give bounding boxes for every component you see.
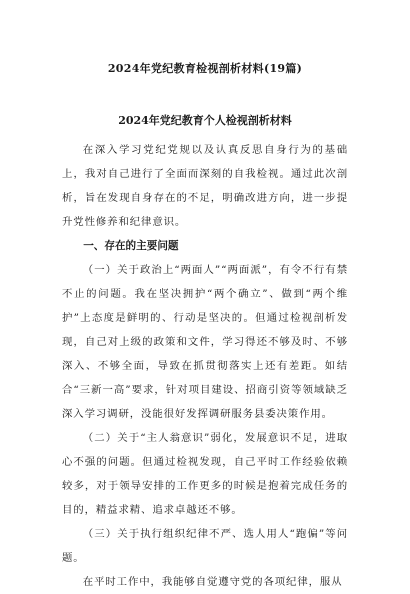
document-title: 2024年党纪教育检视剖析材料(19篇) [107,62,303,75]
problem-item-3-body: 在平时工作中，我能够自觉遵守党的各项纪律，服从 [82,576,343,588]
section-heading-problems: 一、存在的主要问题 [83,240,179,252]
problem-item-1: （一）关于政治上“两面人”“两面派”，有令不行有禁不止的问题。我在坚决拥护“两个确立”、做到“两个维护”上态度是鲜明的、行动是坚决的。但通过检视剖析发现，自己对上级的政策和文件，学习得还不够及时、不够深入、不够全面，导致在抓贯彻落实上还有差距。如结合“三新一高”要求，针对项目建设、招商引资等领域缺乏深入学习调研，没能很好发挥调研服务县委决策作用。 [62,264,348,420]
document-subtitle: 2024年党纪教育个人检视剖析材料 [118,114,292,127]
intro-paragraph: 在深入学习党纪党规以及认真反思自身行为的基础上，我对自己进行了全面而深刻的自我检视。通过此次剖析，旨在发现自身存在的不足，明确改进方向，进一步提升党性修养和纪律意识。 [62,144,348,228]
problem-item-2: （二）关于“主人翁意识”弱化，发展意识不足，进取心不强的问题。但通过检视发现，自己平时工作经验依赖较多，对于领导安排的工作更多的时候是抱着完成任务的目的，精益求精、追求卓越还不够。 [62,432,348,516]
problem-item-3: （三）关于执行组织纪律不严、选人用人“跑偏”等问题。 [62,528,348,564]
